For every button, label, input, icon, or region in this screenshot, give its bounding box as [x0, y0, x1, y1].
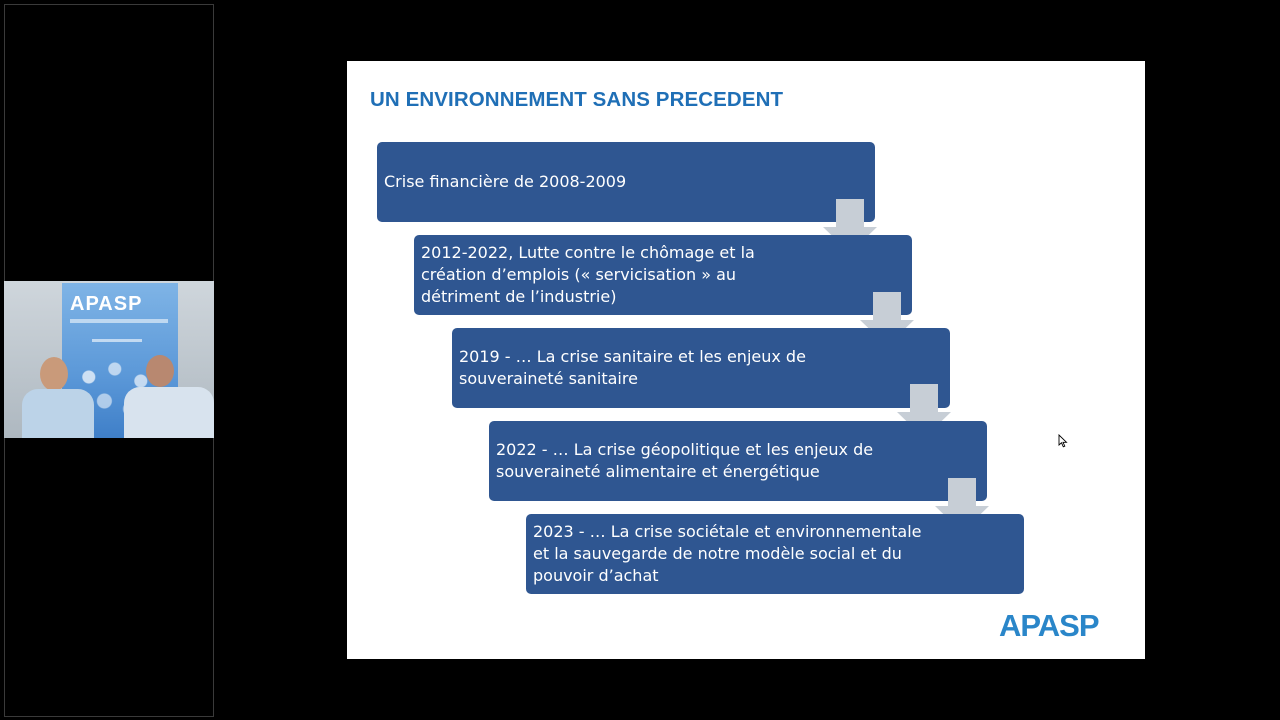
step-box-5: [526, 514, 1024, 594]
apasp-logo: [999, 607, 1109, 641]
webcam-banner-url: [92, 339, 142, 342]
step-box-4: [489, 421, 987, 501]
mouse-cursor-icon: [1058, 434, 1068, 448]
presentation-slide: [347, 61, 1145, 659]
step-text-4: 2022 - … La crise géopolitique et les enjeux de souveraineté alimentaire et énergétique: [496, 440, 874, 481]
step-box-3: [452, 328, 950, 408]
step-box-2: [414, 235, 912, 315]
webcam-video: [4, 281, 214, 438]
step-text-2: 2012-2022, Lutte contre le chômage et la création d’emplois (« servicisation » au détriment de l’industrie): [421, 243, 755, 306]
slide-title: UN ENVIRONNEMENT SANS PRECEDENT: [370, 88, 784, 111]
webcam-banner-logo: APASP: [70, 293, 143, 315]
step-text-1: Crise financière de 2008-2009: [384, 172, 627, 191]
webcam-banner-tagline: [70, 319, 168, 323]
step-text-5: 2023 - … La crise sociétale et environnementale et la sauvegarde de notre modèle social et du pouvoir d’achat: [533, 522, 922, 585]
apasp-logo-text: APASP: [999, 608, 1099, 641]
step-text-3: 2019 - … La crise sanitaire et les enjeux de souveraineté sanitaire: [459, 347, 806, 388]
step-box-1: [377, 142, 875, 222]
